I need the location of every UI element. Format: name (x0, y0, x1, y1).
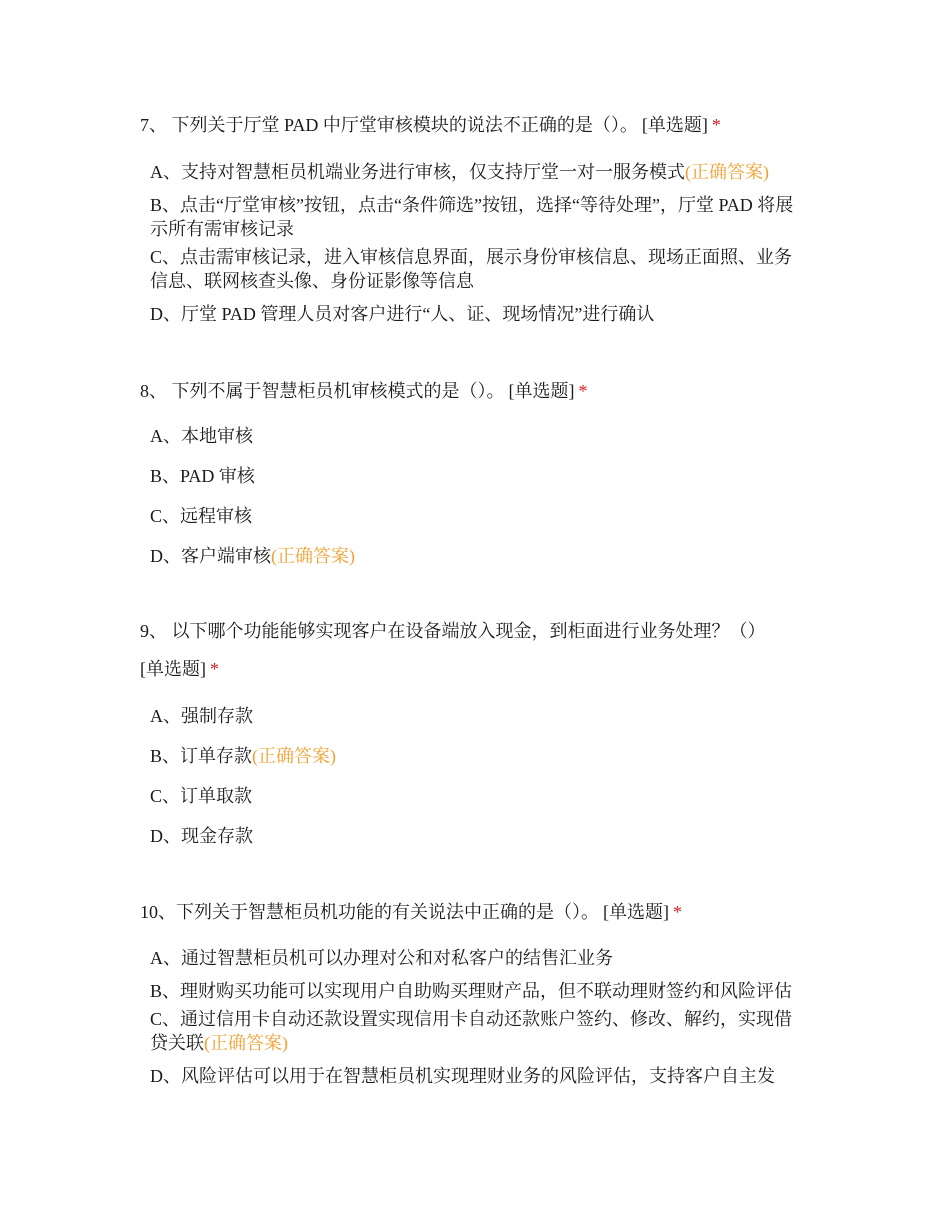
question-title (140, 612, 800, 688)
option-c: C、订单取款 (150, 786, 253, 806)
option-c: C、通过信用卡自动还款设置实现信用卡自动还款账户签约、修改、解约，实现借贷关联(正确答案) (150, 1009, 793, 1053)
option-d: D、风险评估可以用于在智慧柜员机实现理财业务的风险评估，支持客户自主发 (150, 1066, 775, 1086)
option-a: A、强制存款 (150, 706, 253, 726)
option-c: C、点击需审核记录，进入审核信息界面，展示身份审核信息、现场正面照、业务信息、联网核查头像、身份证影像等信息 (150, 247, 793, 291)
question-text: 9、 以下哪个功能能够实现客户在设备端放入现金，到柜面进行业务处理？（） (140, 621, 766, 641)
question-text: 8、 下列不属于智慧柜员机审核模式的是（）。 (140, 381, 505, 401)
question-9 (140, 612, 800, 848)
option-d: D、现金存款 (150, 826, 253, 846)
correct-answer-label: (正确答案) (685, 162, 769, 182)
option-b: B、订单存款(正确答案) (150, 746, 337, 766)
question-title (140, 893, 800, 931)
option-d: D、厅堂 PAD 管理人员对客户进行“人、证、现场情况”进行确认 (150, 304, 655, 324)
question-title (140, 372, 800, 410)
question-7 (140, 106, 800, 326)
required-mark: * (711, 115, 721, 135)
option-b: B、理财购买功能可以实现用户自助购买理财产品，但不联动理财签约和风险评估 (150, 981, 793, 1001)
question-type-tag: [单选题] (641, 115, 708, 135)
question-10 (140, 893, 800, 1088)
option-b: B、点击“厅堂审核”按钮，点击“条件筛选”按钮，选择“等待处理”，厅堂 PAD 将展示所有需审核记录 (150, 195, 794, 239)
question-type-tag: [单选题] (508, 381, 575, 401)
correct-answer-label: (正确答案) (252, 746, 337, 766)
option-a: A、本地审核 (150, 426, 253, 446)
option-c: C、远程审核 (150, 506, 253, 526)
correct-answer-label: (正确答案) (204, 1033, 288, 1053)
option-d: D、客户端审核(正确答案) (150, 546, 355, 566)
question-text: 7、 下列关于厅堂 PAD 中厅堂审核模块的说法不正确的是（）。 (140, 115, 638, 135)
required-mark: * (673, 902, 682, 922)
required-mark: * (210, 659, 219, 679)
required-mark: * (578, 381, 588, 401)
correct-answer-label: (正确答案) (271, 546, 355, 566)
question-title (140, 106, 800, 144)
question-text: 10、下列关于智慧柜员机功能的有关说法中正确的是（）。 (140, 902, 599, 922)
question-type-tag: [单选题] (603, 902, 669, 922)
option-a: A、支持对智慧柜员机端业务进行审核，仅支持厅堂一对一服务模式(正确答案) (150, 162, 769, 182)
question-type-tag: [单选题] (140, 659, 206, 679)
option-a: A、通过智慧柜员机可以办理对公和对私客户的结售汇业务 (150, 948, 613, 968)
question-8 (140, 372, 800, 568)
option-b: B、PAD 审核 (150, 466, 255, 486)
